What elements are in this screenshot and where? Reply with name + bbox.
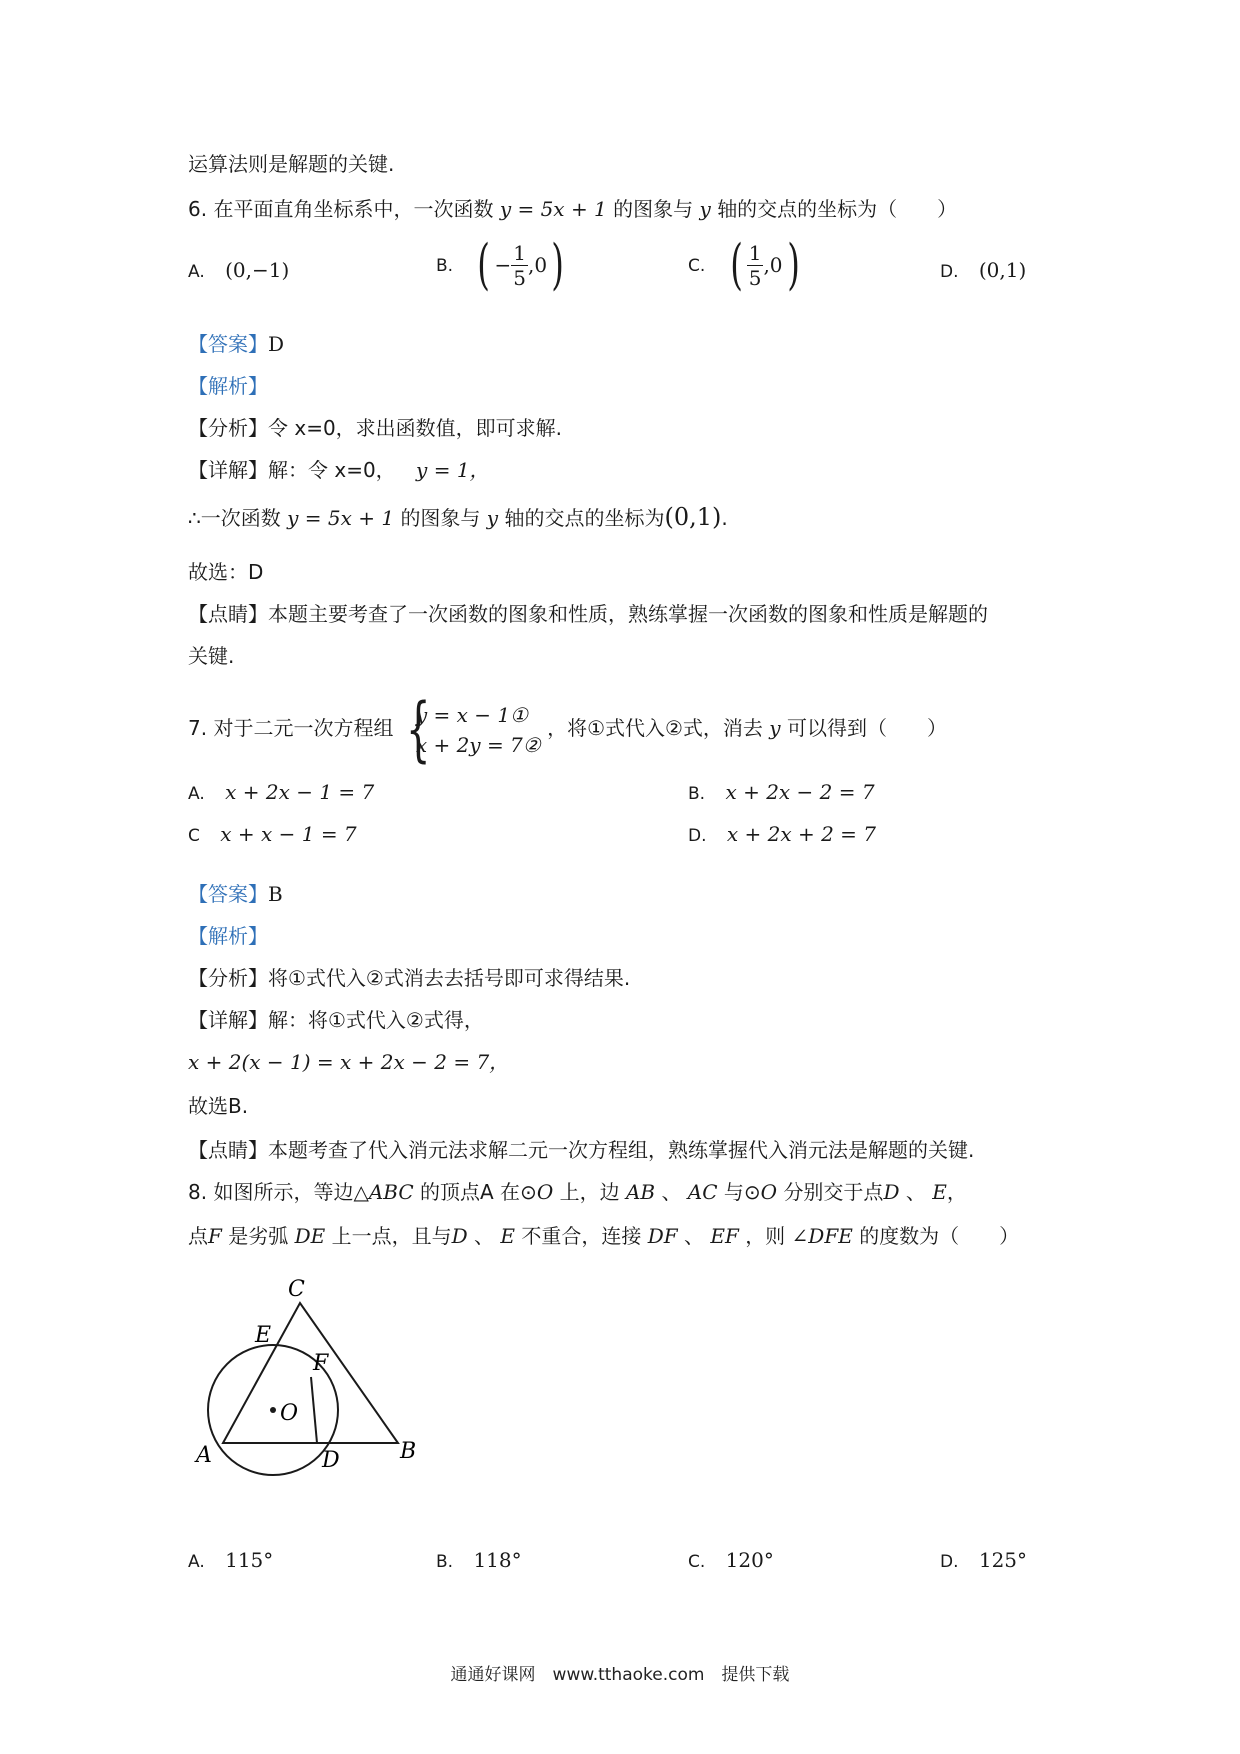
q7-work-eq (188, 1048, 509, 1076)
q6-option-c-num: 1 (748, 240, 762, 265)
q7-choose: 故选B. (188, 1094, 249, 1118)
q7-eq1: y = x − 1① (415, 702, 528, 727)
q8-point-e2: E (500, 1224, 515, 1248)
q7-dianjing (188, 1136, 974, 1164)
q8-option-a[interactable] (188, 1546, 273, 1576)
q8-line2-d: 不重合，连接 (521, 1224, 642, 1248)
q6-xiangjie-tag: 【详解】 (188, 458, 268, 482)
q8-option-b[interactable] (436, 1546, 522, 1576)
q6-answer (188, 330, 284, 358)
q7-brace: { (405, 687, 431, 770)
q6-option-a-value: (0,−1) (225, 258, 290, 282)
q7-number: 7. (188, 716, 208, 740)
q6-option-b-suffix: ,0 (528, 253, 548, 277)
q6-option-d-label: D. (940, 262, 959, 282)
q6-therefore-b: 的图象与 (400, 506, 481, 530)
q8-point-d: D (883, 1180, 900, 1204)
q7-option-b-label: B. (688, 784, 706, 804)
q7-work-eq-text: x + 2(x − 1) = x + 2x − 2 = 7， (188, 1050, 510, 1074)
q6-fenxi-text: 令 x=0，求出函数值，即可求解. (268, 416, 563, 440)
q6-dianjing (188, 600, 988, 628)
q6-dianjing-cont: 关键. (188, 644, 235, 668)
triangle-abc (223, 1303, 398, 1443)
page-footer: 通通好课网 www.tthaoke.com 提供下载 (450, 1665, 790, 1685)
q8-circle-o: O (536, 1180, 554, 1204)
q6-analysis-tag: 【解析】 (188, 374, 268, 398)
q6-option-b-den: 5 (513, 265, 527, 290)
q8-sep4: 、 (683, 1224, 704, 1248)
fig-label-e: E (255, 1323, 272, 1348)
q7-option-b-value: x + 2x − 2 = 7 (725, 780, 875, 804)
q7-xiangjie-tag: 【详解】 (188, 1008, 268, 1032)
q7-text-a: 对于二元一次方程组 (213, 716, 394, 740)
q6-option-b-prefix: − (494, 253, 512, 277)
q6-option-b-label: B. (436, 255, 454, 276)
q7-answer-tag: 【答案】 (188, 882, 268, 906)
q8-option-b-value: 118° (473, 1548, 522, 1572)
q8-point-e: E (932, 1180, 947, 1204)
q6-xiangjie (188, 456, 490, 484)
q6-number: 6. (188, 197, 208, 221)
q7-xiangjie-text: 解：将①式代入②式得， (268, 1008, 484, 1032)
q6-option-a[interactable] (188, 256, 289, 286)
q8-geometry-figure (180, 1270, 440, 1490)
q6-formula: y = 5x + 1 (499, 197, 607, 221)
q8-sep1: 、 (661, 1180, 682, 1204)
continuation-line: 运算法则是解题的关键. (188, 152, 395, 176)
q6-option-c-label: C. (688, 255, 706, 276)
q8-option-a-label: A. (188, 1552, 205, 1572)
q8-line2-b: 是劣弧 (228, 1224, 289, 1248)
q8-line2-c: 上一点，且与 (331, 1224, 452, 1248)
q6-option-a-label: A. (188, 262, 205, 282)
q6-choose: 故选：D (188, 560, 264, 584)
q8-seg-df: DF (647, 1224, 678, 1248)
q7-var-y: y (769, 716, 781, 740)
q6-option-c-den: 5 (748, 265, 762, 290)
q8-angle-dfe: ∠DFE (791, 1224, 853, 1248)
q6-option-c-open-paren: ( (729, 233, 743, 296)
q6-option-d-value: (0,1) (978, 258, 1027, 282)
q7-option-d-label: D. (688, 826, 707, 846)
q6-therefore-a: ∴一次函数 (188, 506, 281, 530)
q6-stem (188, 195, 957, 223)
center-point-o (270, 1407, 276, 1413)
q8-point-f: F (208, 1224, 222, 1248)
q7-fenxi (188, 964, 630, 992)
q8-number: 8. (188, 1180, 208, 1204)
q6-dianjing-tag: 【点睛】 (188, 602, 268, 626)
q8-option-a-value: 115° (225, 1548, 274, 1572)
q7-dianjing-text: 本题考查了代入消元法求解二元一次方程组，熟练掌握代入消元法是解题的关键. (268, 1138, 975, 1162)
q7-stem (188, 687, 947, 770)
q8-line1-end: ， (946, 1180, 967, 1204)
q7-option-b[interactable] (688, 778, 875, 808)
q8-option-d[interactable] (940, 1546, 1027, 1576)
fig-label-d: D (322, 1448, 340, 1473)
q7-fenxi-text: 将①式代入②式消去去括号即可求得结果. (268, 966, 631, 990)
q6-text-b: 的图象与 (613, 197, 694, 221)
fig-label-c: C (288, 1277, 305, 1302)
q7-answer-value: B (268, 882, 283, 906)
q7-eq2: x + 2y = 7② (415, 732, 541, 757)
q7-option-c-value: x + x − 1 = 7 (220, 822, 357, 846)
q8-line2-a: 点 (188, 1224, 208, 1248)
q6-option-c-close-paren: ) (786, 233, 800, 296)
q8-seg-ab: AB (625, 1180, 656, 1204)
q8-line1-c: 上，边 (559, 1180, 620, 1204)
q6-fenxi (188, 414, 562, 442)
q7-answer (188, 880, 283, 908)
q6-text-c: 轴的交点的坐标为（ ） (717, 197, 958, 221)
q7-xiangjie (188, 1006, 484, 1034)
q8-sep2: 、 (905, 1180, 926, 1204)
q6-therefore (188, 503, 728, 532)
q8-sep3: 、 (474, 1224, 495, 1248)
q8-option-d-value: 125° (978, 1548, 1028, 1572)
q6-xiangjie-eq: y = 1， (416, 458, 490, 482)
q7-option-a[interactable] (188, 778, 374, 808)
q6-answer-value: D (268, 332, 285, 356)
q7-option-a-label: A. (188, 784, 205, 804)
q8-line1-a: 如图所示，等边 (213, 1180, 354, 1204)
q6-option-c[interactable] (688, 233, 804, 296)
q6-fenxi-tag: 【分析】 (188, 416, 268, 440)
q8-seg-ef: EF (710, 1224, 739, 1248)
q6-option-c-fraction (747, 241, 764, 290)
q6-option-c-suffix: ,0 (763, 253, 783, 277)
q7-option-c-label: C (188, 826, 200, 846)
q6-xiangjie-text: 解：令 x=0， (268, 458, 396, 482)
q7-option-a-value: x + 2x − 1 = 7 (225, 780, 375, 804)
q8-line1-e: 分别交于点 (783, 1180, 884, 1204)
q8-stem-line2 (188, 1222, 1019, 1250)
q6-therefore-var: y (486, 506, 499, 530)
q6-option-b-fraction (511, 241, 528, 290)
q8-option-b-label: B. (436, 1552, 454, 1572)
q8-option-d-label: D. (940, 1552, 959, 1572)
fig-label-b: B (400, 1439, 417, 1464)
q6-option-b-close-paren: ) (551, 233, 564, 296)
q8-option-c[interactable] (688, 1546, 774, 1576)
q8-option-c-label: C. (688, 1552, 706, 1572)
q8-line2-f: 的度数为（ ） (859, 1224, 1020, 1248)
q6-option-b[interactable] (436, 233, 568, 296)
q7-option-d[interactable] (688, 820, 876, 850)
segment-df (311, 1377, 317, 1443)
q8-point-d2: D (451, 1224, 468, 1248)
q6-option-d[interactable] (940, 256, 1026, 286)
fig-label-f: F (313, 1351, 329, 1376)
q7-equation-system (400, 687, 541, 770)
q8-circle-o2: O (760, 1180, 778, 1204)
q6-therefore-end: . (721, 506, 728, 530)
q7-option-d-value: x + 2x + 2 = 7 (726, 822, 877, 846)
q6-answer-tag: 【答案】 (188, 332, 268, 356)
q6-dianjing-text: 本题主要考查了一次函数的图象和性质，熟练掌握一次函数的图象和性质是解题的 (268, 602, 988, 626)
q8-option-c-value: 120° (725, 1548, 774, 1572)
q7-fenxi-tag: 【分析】 (188, 966, 268, 990)
q8-arc-de: DE (294, 1224, 326, 1248)
q7-analysis-tag: 【解析】 (188, 924, 268, 948)
q8-seg-ac: AC (687, 1180, 718, 1204)
q6-therefore-c: 轴的交点的坐标为 (504, 506, 665, 530)
q8-line2-e: ，则 (745, 1224, 786, 1248)
q6-therefore-point: (0,1) (664, 503, 722, 531)
q6-var-y: y (699, 197, 711, 221)
q7-option-c[interactable] (188, 820, 357, 850)
fig-label-o: O (280, 1401, 299, 1426)
fig-label-a: A (196, 1443, 212, 1468)
q8-line1-b: 的顶点A 在⊙ (420, 1180, 537, 1204)
q8-stem-line1 (188, 1178, 967, 1206)
q6-therefore-formula: y = 5x + 1 (287, 506, 395, 530)
q8-line1-d: 与⊙ (723, 1180, 761, 1204)
q7-text-c: 可以得到（ ） (786, 716, 947, 740)
q7-dianjing-tag: 【点睛】 (188, 1138, 268, 1162)
q7-text-b: ，将①式代入②式，消去 (547, 716, 763, 740)
q6-text-a: 在平面直角坐标系中，一次函数 (213, 197, 494, 221)
q8-triangle: △ABC (353, 1180, 414, 1204)
q6-option-b-num: 1 (513, 240, 527, 265)
q6-option-b-open-paren: ( (477, 233, 491, 296)
